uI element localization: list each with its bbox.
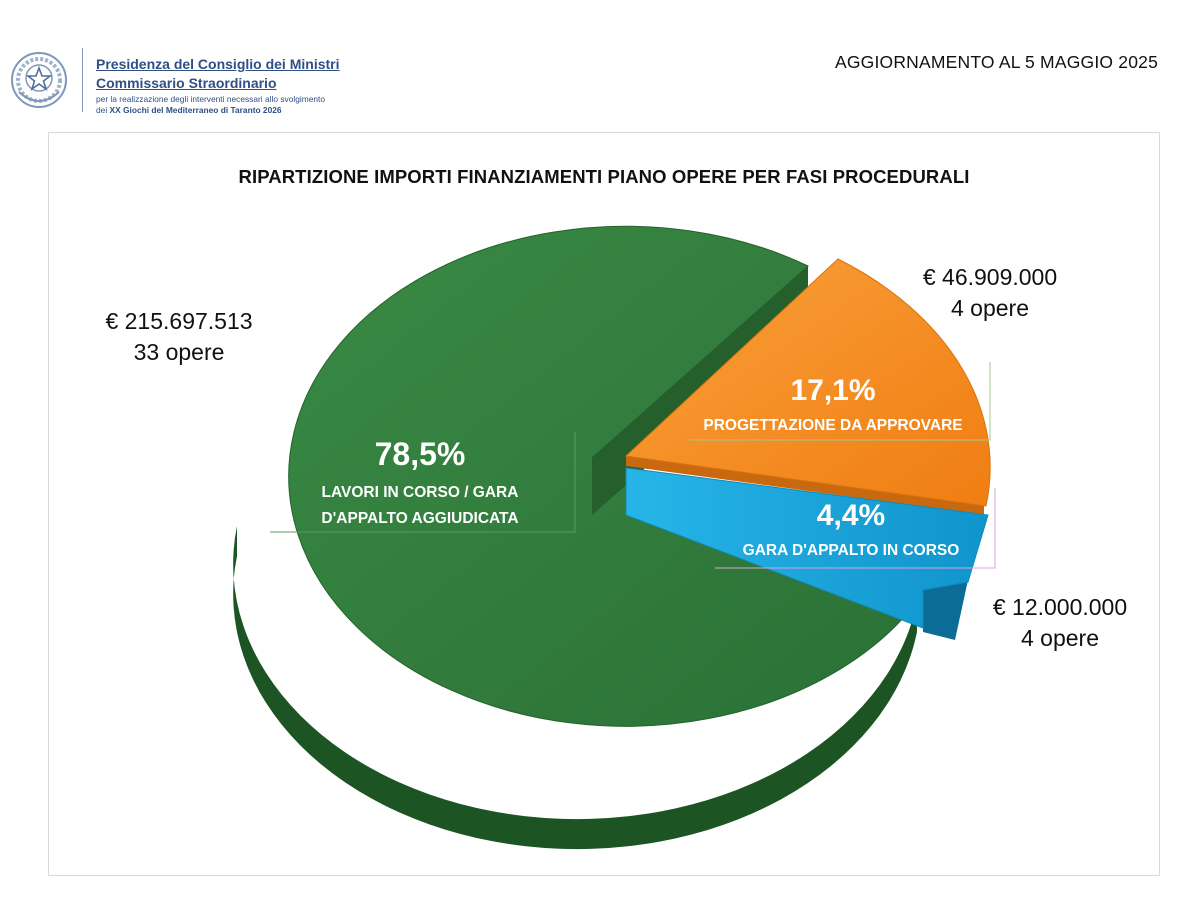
percent-label-gara: 4,4%: [816, 499, 886, 532]
update-date: AGGIORNAMENTO AL 5 MAGGIO 2025: [834, 52, 1158, 72]
amount-label-gara: € 12.000.000 4 opere: [992, 594, 1128, 651]
category-label-lavori-line1: LAVORI IN CORSO / GARA: [321, 484, 519, 501]
institution-name: Presidenza del Consiglio dei Ministri: [96, 56, 340, 72]
category-label-gara: GARA D'APPALTO IN CORSO: [742, 542, 960, 559]
category-label-lavori-line2: D'APPALTO AGGIUDICATA: [321, 510, 519, 527]
percent-label-progettazione: 17,1%: [790, 374, 876, 407]
amount-label-progettazione: € 46.909.000 4 opere: [922, 264, 1058, 321]
institution-event: dei XX Giochi del Mediterraneo di Taranto 2026: [96, 105, 282, 115]
commissioner-title: Commissario Straordinario: [96, 75, 277, 91]
chart-title: RIPARTIZIONE IMPORTI FINANZIAMENTI PIANO OPERE PER FASI PROCEDURALI: [238, 166, 970, 187]
institution-description: per la realizzazione degli interventi necessari allo svolgimento: [96, 94, 326, 104]
amount-label-lavori: € 215.697.513 33 opere: [105, 308, 253, 365]
percent-label-lavori: 78,5%: [374, 436, 466, 472]
category-label-progettazione: PROGETTAZIONE DA APPROVARE: [703, 417, 963, 434]
